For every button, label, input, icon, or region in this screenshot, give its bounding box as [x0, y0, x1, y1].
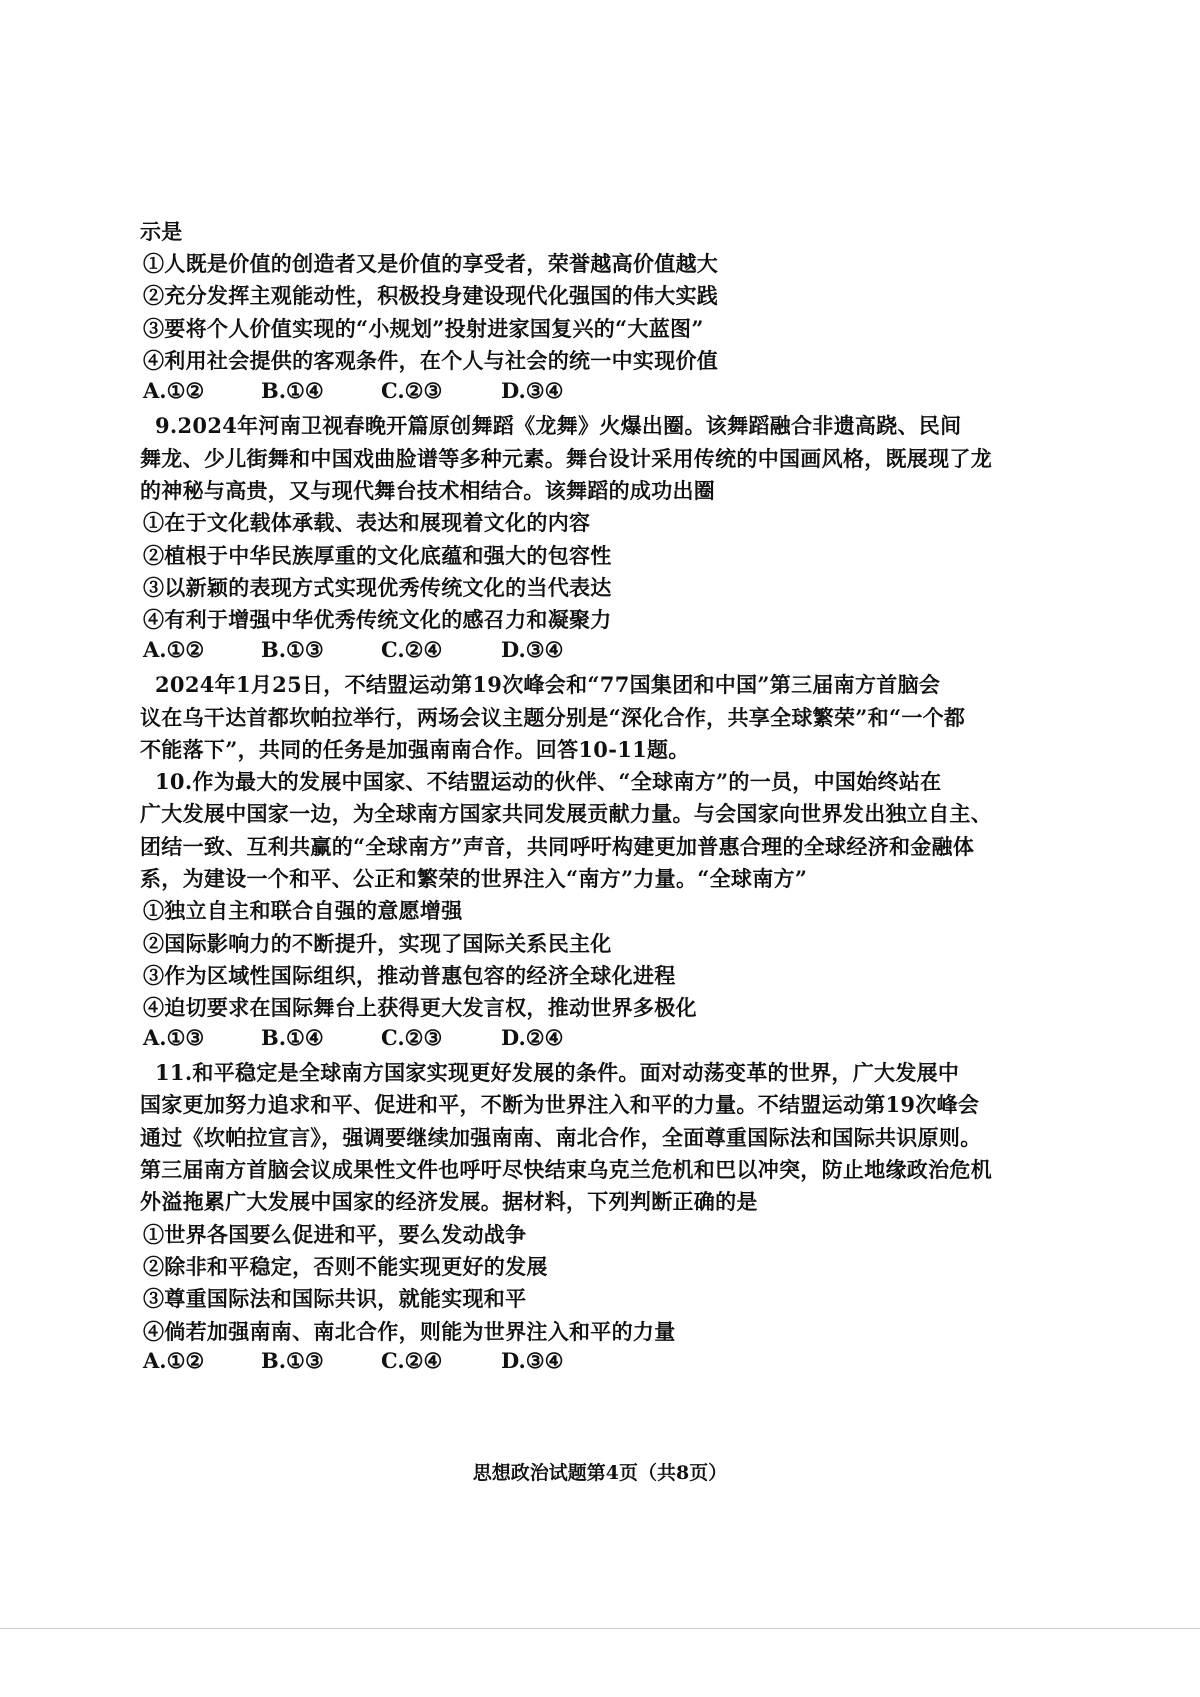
q11-option-a: A.①②: [143, 1348, 205, 1373]
q11-option-d: D.③④: [501, 1348, 564, 1373]
q11-stem-line-5: 外溢拖累广大发展中国家的经济发展。据材料，下列判断正确的是: [140, 1189, 758, 1214]
q11-option-b: B.①③: [261, 1348, 324, 1373]
q10-stem-line-4: 系，为建设一个和平、公正和繁荣的世界注入“南方”力量。“全球南方”: [140, 866, 808, 891]
q9-stem-line-3: 的神秘与高贵，又与现代舞台技术相结合。该舞蹈的成功出圈: [140, 478, 716, 503]
q8-option-b: B.①④: [261, 378, 324, 403]
q10-item-1: ①独立自主和联合自强的意愿增强: [143, 898, 463, 923]
q8-item-3: ③要将个人价值实现的“小规划”投射进家国复兴的“大蓝图”: [143, 316, 704, 341]
q10-options: [143, 1025, 563, 1050]
q8-option-a: A.①②: [143, 378, 205, 403]
scan-edge-divider: [0, 1628, 1200, 1629]
q10-option-c: C.②③: [381, 1025, 443, 1050]
q10-item-2: ②国际影响力的不断提升，实现了国际关系民主化: [143, 931, 612, 956]
material-line-2: 议在乌干达首都坎帕拉举行，两场会议主题分别是“深化合作，共享全球繁荣”和“一个都: [140, 705, 966, 730]
material-line-3: 不能落下”，共同的任务是加强南南合作。回答10-11题。: [140, 737, 690, 762]
q10-stem-line-2: 广大发展中国家一边，为全球南方国家共同发展贡献力量。与会国家向世界发出独立自主、: [140, 801, 992, 826]
page-footer: 思想政治试题第4页（共8页）: [472, 1462, 728, 1484]
q9-stem-line-2: 舞龙、少儿街舞和中国戏曲脸谱等多种元素。舞台设计采用传统的中国画风格，既展现了龙: [140, 446, 992, 471]
q9-option-a: A.①②: [143, 637, 205, 662]
q8-item-4: ④利用社会提供的客观条件，在个人与社会的统一中实现价值: [143, 348, 719, 373]
q9-options: [143, 637, 563, 662]
q11-item-2: ②除非和平稳定，否则不能实现更好的发展: [143, 1254, 548, 1279]
q10-item-4: ④迫切要求在国际舞台上获得更大发言权，推动世界多极化: [143, 995, 697, 1020]
q11-stem-line-2: 国家更加努力追求和平、促进和平，不断为世界注入和平的力量。不结盟运动第19次峰会: [140, 1092, 980, 1117]
q9-item-3: ③以新颖的表现方式实现优秀传统文化的当代表达: [143, 575, 612, 600]
q8-stem-end: 示是: [140, 219, 183, 244]
q9-item-4: ④有利于增强中华优秀传统文化的感召力和凝聚力: [143, 607, 612, 632]
q11-option-c: C.②④: [381, 1348, 443, 1373]
q11-item-1: ①世界各国要么促进和平，要么发动战争: [143, 1222, 527, 1247]
q11-stem-line-1: 11.和平稳定是全球南方国家实现更好发展的条件。面对动荡变革的世界，广大发展中: [155, 1060, 960, 1085]
q11-options: [143, 1348, 563, 1373]
q11-stem-line-3: 通过《坎帕拉宣言》，强调要继续加强南南、南北合作，全面尊重国际法和国际共识原则。: [140, 1125, 982, 1150]
q10-option-a: A.①③: [143, 1025, 205, 1050]
q9-item-2: ②植根于中华民族厚重的文化底蕴和强大的包容性: [143, 543, 612, 568]
q10-option-b: B.①④: [261, 1025, 324, 1050]
q9-option-c: C.②④: [381, 637, 443, 662]
q8-item-2: ②充分发挥主观能动性，积极投身建设现代化强国的伟大实践: [143, 283, 719, 308]
q10-stem-line-3: 团结一致、互利共赢的“全球南方”声音，共同呼吁构建更加普惠合理的全球经济和金融体: [140, 834, 975, 859]
material-line-1: 2024年1月25日，不结盟运动第19次峰会和“77国集团和中国”第三届南方首脑会: [155, 672, 941, 697]
q8-options: [143, 378, 563, 403]
q11-item-4: ④倘若加强南南、南北合作，则能为世界注入和平的力量: [143, 1319, 676, 1344]
q8-option-d: D.③④: [501, 378, 564, 403]
q11-item-3: ③尊重国际法和国际共识，就能实现和平: [143, 1286, 527, 1311]
q9-option-b: B.①③: [261, 637, 324, 662]
q9-stem-line-1: 9.2024年河南卫视春晚开篇原创舞蹈《龙舞》火爆出圈。该舞蹈融合非遗高跷、民间: [155, 413, 962, 438]
q10-stem-line-1: 10.作为最大的发展中国家、不结盟运动的伙伴、“全球南方”的一员，中国始终站在: [155, 769, 942, 794]
q8-option-c: C.②③: [381, 378, 443, 403]
q8-item-1: ①人既是价值的创造者又是价值的享受者，荣誉越高价值越大: [143, 251, 719, 276]
q10-item-3: ③作为区域性国际组织，推动普惠包容的经济全球化进程: [143, 963, 676, 988]
q11-stem-line-4: 第三届南方首脑会议成果性文件也呼吁尽快结束乌克兰危机和巴以冲突，防止地缘政治危机: [140, 1157, 992, 1182]
q9-option-d: D.③④: [501, 637, 564, 662]
q9-item-1: ①在于文化载体承载、表达和展现着文化的内容: [143, 510, 591, 535]
q10-option-d: D.②④: [501, 1025, 564, 1050]
